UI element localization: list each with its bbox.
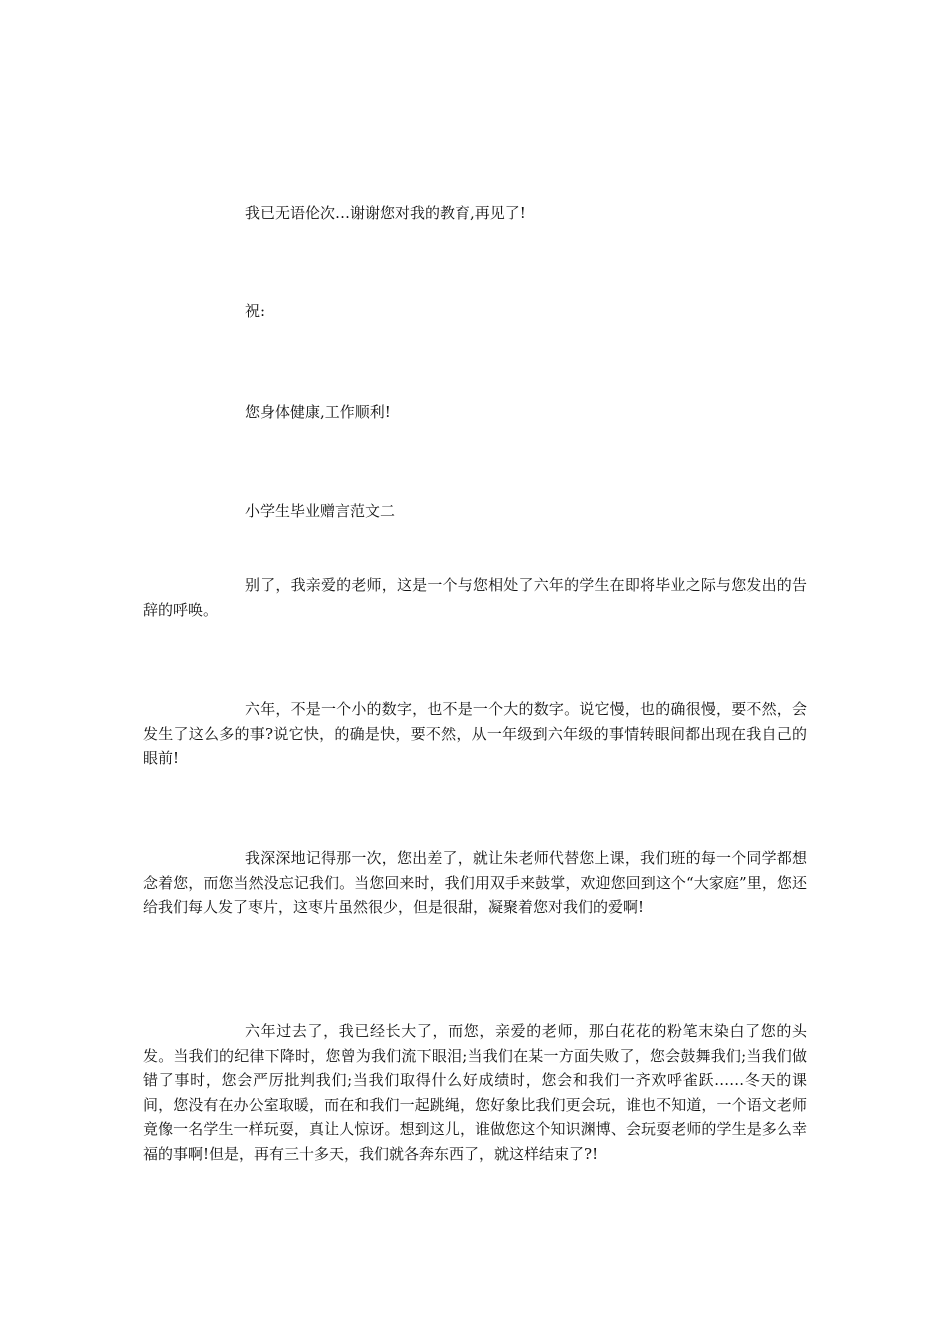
wish-text: 您身体健康,工作顺利!	[245, 403, 391, 421]
paragraph-4: 六年过去了，我已经长大了，而您，亲爱的老师，那白花花的粉笔末染白了您的头发。当我们的纪律下降时，您曾为我们流下眼泪;当我们在某一方面失败了，您会鼓舞我们;当我们做错了事时，您会严厉批判我们;当我们取得什么好成绩时，您会和我们一齐欢呼雀跃……冬天的课间，您没有在办公室取暖，而在和我们一起跳绳，您好象比我们更会玩，谁也不知道，一个语文老师竟像一名学生一样玩耍，真让人惊讶。想到这儿，谁做您这个知识渊博、会玩耍老师的学生是多么幸福的事啊!但是，再有三十多天，我们就各奔东西了，就这样结束了?!	[143, 1022, 807, 1163]
paragraph-3: 我深深地记得那一次，您出差了，就让朱老师代替您上课，我们班的每一个同学都想念着您，而您当然没忘记我们。当您回来时，我们用双手来鼓掌，欢迎您回到这个“大家庭”里，您还给我们每人发了枣片，这枣片虽然很少，但是很甜，凝聚着您对我们的爱啊!	[143, 849, 807, 916]
wish-label: 祝:	[245, 302, 266, 320]
section-title: 小学生毕业赠言范文二	[245, 502, 396, 520]
paragraph-1: 别了，我亲爱的老师，这是一个与您相处了六年的学生在即将毕业之际与您发出的告辞的呼唤。	[143, 576, 807, 619]
closing-line: 我已无语伦次…谢谢您对我的教育,再见了!	[245, 204, 526, 222]
paragraph-2: 六年，不是一个小的数字，也不是一个大的数字。说它慢，也的确很慢，要不然，会发生了这么多的事?说它快，的确是快，要不然，从一年级到六年级的事情转眼间都出现在我自己的眼前!	[143, 700, 807, 767]
